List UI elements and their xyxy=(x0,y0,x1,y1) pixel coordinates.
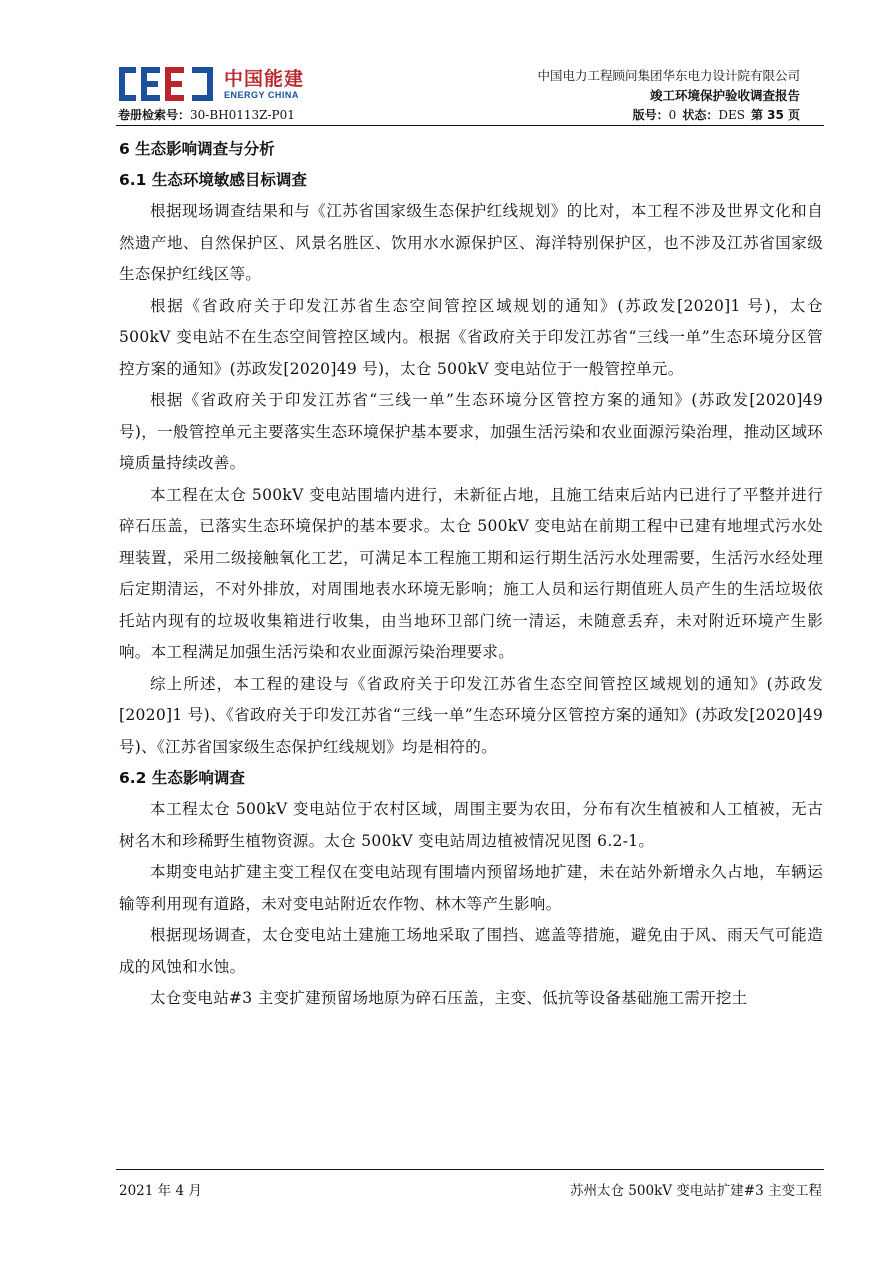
header-report-title: 竣工环境保护验收调查报告 xyxy=(649,88,800,103)
document-body xyxy=(119,134,823,1015)
paragraph: 根据《省政府关于印发江苏省“三线一单”生态环境分区管控方案的通知》(苏政发[2020]49 号)，一般管控单元主要落实生态环境保护基本要求，加强生活污染和农业面源污染治理，推动区域环境质量持续改善。 xyxy=(119,391,823,472)
status-value: DES xyxy=(718,108,745,122)
paragraph: 根据《省政府关于印发江苏省生态空间管控区域规划的通知》(苏政发[2020]1 号)，太仓 500kV 变电站不在生态空间管控区域内。根据《省政府关于印发江苏省“三线一单”生态环境分区管控方案的通知》(苏政发[2020]49 号)，太仓 500kV 变电站位于一般管控单元。 xyxy=(119,296,823,378)
version-value: 0 xyxy=(668,108,677,122)
header-company-name: 中国电力工程顾问集团华东电力设计院有限公司 xyxy=(537,68,800,83)
file-number-value: 30-BH0113Z-P01 xyxy=(190,108,295,122)
paragraph: 本工程在太仓 500kV 变电站围墙内进行，未新征占地，且施工结束后站内已进行了平整并进行碎石压盖，已落实生态环境保护的基本要求。太仓 500kV 变电站在前期工程中已建有地埋式污水处理装置，采用二级接触氧化工艺，可满足本工程施工期和运行期生活污水处理需要，生活污水经处理后定期清运，不对外排放，对周围地表水环境无影响；施工人员和运行期值班人员产生的生活垃圾依托站内现有的垃圾收集箱进行收集，由当地环卫部门统一清运，未随意丢弃，未对附近环境产生影响。本工程满足加强生活污染和农业面源污染治理要求。 xyxy=(119,485,823,661)
paragraph: 太仓变电站#3 主变扩建预留场地原为碎石压盖，主变、低抗等设备基础施工需开挖土 xyxy=(150,989,748,1007)
status-label: 状态： xyxy=(682,108,719,122)
footer-divider xyxy=(116,1169,824,1170)
section-heading-6: 6 生态影响调查与分析 xyxy=(119,140,275,158)
paragraph: 本工程太仓 500kV 变电站位于农村区域，周围主要为农田，分布有次生植被和人工植被，无古树名木和珍稀野生植物资源。太仓 500kV 变电站周边植被情况见图 6.2-1。 xyxy=(119,800,823,850)
logo-english-text: ENERGY CHINA xyxy=(224,89,299,100)
paragraph: 本期变电站扩建主变工程仅在变电站现有围墙内预留场地扩建，未在站外新增永久占地，车辆运输等利用现有道路，未对变电站附近农作物、林木等产生影响。 xyxy=(119,863,823,913)
header-divider xyxy=(116,125,824,126)
version-label: 版号： xyxy=(632,108,669,122)
header-meta xyxy=(633,106,800,123)
footer-date: 2021 年 4 月 xyxy=(119,1183,202,1199)
energy-china-logo xyxy=(118,66,304,102)
paragraph: 根据现场调查，太仓变电站土建施工场地采取了围挡、遮盖等措施，避免由于风、雨天气可能造成的风蚀和水蚀。 xyxy=(119,926,823,976)
section-heading-6-2: 6.2 生态影响调查 xyxy=(119,769,245,787)
section-heading-6-1: 6.1 生态环境敏感目标调查 xyxy=(119,171,307,189)
footer-project-name: 苏州太仓 500kV 变电站扩建#3 主变工程 xyxy=(570,1183,822,1199)
file-number-label: 卷册检索号： xyxy=(118,108,191,122)
paragraph: 根据现场调查结果和与《江苏省国家级生态保护红线规划》的比对，本工程不涉及世界文化和自然遗产地、自然保护区、风景名胜区、饮用水水源保护区、海洋特别保护区，也不涉及江苏省国家级生态保护红线区等。 xyxy=(119,202,823,283)
header-file-number xyxy=(118,106,295,123)
page-number: 第 35 页 xyxy=(750,108,800,122)
paragraph: 综上所述，本工程的建设与《省政府关于印发江苏省生态空间管控区域规划的通知》(苏政发[2020]1 号)、《省政府关于印发江苏省“三线一单”生态环境分区管控方案的通知》(苏政发[2020]49 号)、《江苏省国家级生态保护红线规划》均是相符的。 xyxy=(119,674,823,756)
logo-chinese-text: 中国能建 xyxy=(224,67,305,90)
ceec-logo-icon xyxy=(118,67,218,101)
